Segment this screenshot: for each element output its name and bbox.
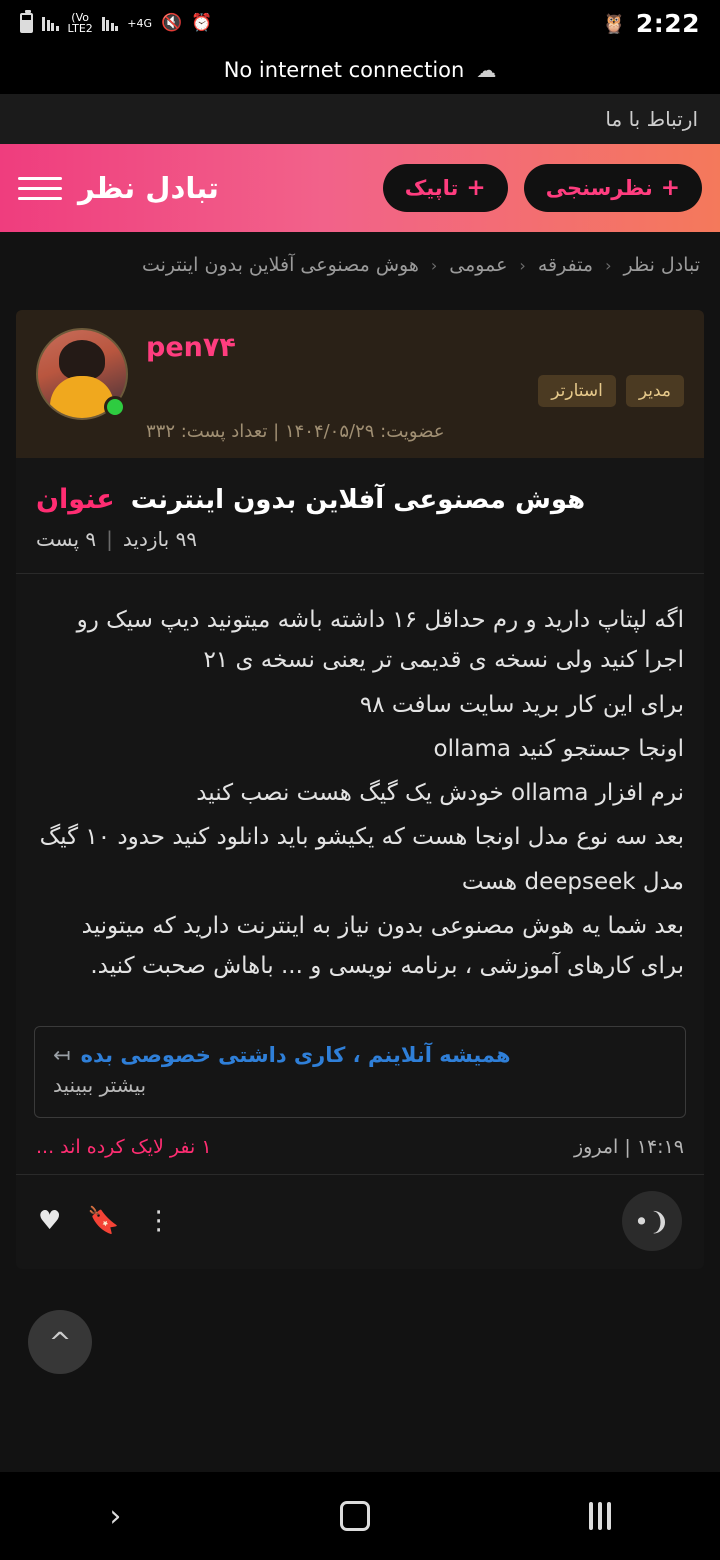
- badge-starter: استارتر: [538, 375, 616, 407]
- title-label: عنوان: [36, 484, 115, 515]
- network-lte2-indicator: [68, 12, 93, 34]
- chevron-left-icon: ‹: [605, 255, 612, 275]
- app-header: [0, 144, 720, 232]
- post-paragraph: بعد سه نوع مدل اونجا هست که یکیشو باید دانلود کنید حدود ۱۰ گیگ: [39, 824, 684, 851]
- breadcrumb-item-2[interactable]: عمومی: [449, 254, 508, 276]
- stats-divider: |: [106, 527, 113, 551]
- signature-text[interactable]: همیشه آنلاینم ، کاری داشتی خصوصی بده: [80, 1043, 511, 1068]
- post-paragraph: مدل deepseek هست: [461, 868, 684, 895]
- reply-arrow-icon: ↤: [53, 1043, 71, 1068]
- breadcrumb: [0, 232, 720, 298]
- signal-bars-1-icon: [102, 15, 119, 31]
- online-status-dot: [104, 396, 126, 418]
- chevron-left-icon: ‹: [430, 255, 438, 275]
- page-title: تبادل نظر: [78, 171, 219, 205]
- contact-us-link[interactable]: ارتباط با ما: [605, 107, 698, 131]
- status-bar: [0, 0, 720, 46]
- breadcrumb-item-3[interactable]: هوش مصنوعی آفلاین بدون اینترنت: [141, 254, 419, 276]
- voice-label: Vo): [71, 11, 89, 24]
- network-4g-label: 4G+: [127, 16, 153, 30]
- add-topic-button[interactable]: [383, 164, 508, 212]
- view-count: ۹۹ بازدید: [122, 527, 198, 551]
- post-action-row: [16, 1174, 704, 1269]
- back-icon[interactable]: ‹: [109, 1498, 122, 1534]
- post-stats: [16, 515, 704, 573]
- status-clock: 2:22: [635, 8, 700, 38]
- home-icon[interactable]: [340, 1501, 370, 1531]
- status-bar-left: [602, 9, 700, 38]
- avatar-hair: [59, 340, 105, 380]
- android-navigation-bar: [0, 1472, 720, 1560]
- scroll-to-top-button[interactable]: [28, 1310, 92, 1374]
- post-card: [16, 310, 704, 1269]
- heart-icon[interactable]: ♥: [38, 1206, 62, 1237]
- post-title: هوش مصنوعی آفلاین بدون اینترنت: [130, 484, 586, 515]
- like-count[interactable]: ۱ نفر لایک کرده اند ...: [36, 1136, 212, 1159]
- breadcrumb-item-1[interactable]: متفرقه: [537, 254, 594, 276]
- bookmark-icon[interactable]: 🔖: [87, 1206, 120, 1237]
- author-username[interactable]: pen۷۴: [146, 332, 236, 363]
- share-icon[interactable]: ❨•: [622, 1191, 682, 1251]
- post-action-icons: [38, 1206, 172, 1237]
- add-topic-label: تاپیک: [404, 176, 459, 200]
- offline-banner: [0, 46, 720, 94]
- post-paragraph: اونجا جستجو کنید ollama: [433, 735, 684, 762]
- mute-icon: 🔇: [161, 12, 183, 33]
- recent-apps-icon[interactable]: [589, 1502, 611, 1530]
- status-bar-right: [20, 12, 212, 34]
- post-author-box: [16, 310, 704, 458]
- network-lte2-label: LTE2: [67, 22, 93, 35]
- contact-bar[interactable]: [0, 94, 720, 144]
- see-more-link[interactable]: بیشتر ببینید: [53, 1073, 147, 1098]
- post-paragraph: نرم افزار ollama خودش یک گیگ هست نصب کنید: [196, 780, 684, 806]
- post-like-row: [16, 1118, 704, 1174]
- more-vertical-icon[interactable]: ⋮: [145, 1206, 172, 1237]
- author-meta: عضویت: ۱۴۰۴/۰۵/۲۹ | تعداد پست: ۳۳۲: [146, 421, 445, 442]
- app-header-title-area: [18, 171, 219, 205]
- offline-message: No internet connection: [223, 58, 465, 82]
- post-paragraph: اگه لپتاپ دارید و رم حداقل ۱۶ داشته باشه میتونید دیپ سیک رو اجرا کنید ولی نسخه ی قدیمی تر یعنی نسخه ی ۲۱: [76, 607, 684, 674]
- author-badges: [146, 375, 684, 407]
- alarm-icon: ⏰: [191, 12, 213, 33]
- chevron-up-icon: ^: [48, 1326, 72, 1358]
- post-signature: [34, 1026, 686, 1118]
- plus-icon: +: [466, 175, 486, 201]
- add-poll-label: نظرسنجی: [545, 176, 653, 200]
- chevron-left-icon: ‹: [519, 255, 526, 275]
- post-title-row: [16, 458, 704, 515]
- post-time: ۱۴:۱۹ | امروز: [573, 1136, 684, 1159]
- post-count: ۹ پست: [36, 527, 97, 551]
- post-paragraph: بعد شما یه هوش مصنوعی بدون نیاز به اینترنت دارید که میتونید برای کارهای آموزشی ، برنامه نویسی و ... باهاش صحبت کنید.: [81, 912, 684, 979]
- app-header-actions: [383, 164, 702, 212]
- breadcrumb-item-0[interactable]: تبادل نظر: [623, 254, 700, 276]
- hamburger-icon[interactable]: [18, 177, 62, 200]
- bird-icon: 🦉: [602, 12, 626, 35]
- badge-moderator: مدیر: [626, 375, 684, 407]
- battery-icon: [20, 13, 33, 33]
- cloud-off-icon: ☁: [476, 58, 497, 82]
- add-poll-button[interactable]: [524, 164, 702, 212]
- avatar[interactable]: [36, 328, 128, 420]
- signal-bars-2-icon: [42, 15, 59, 31]
- post-paragraph: برای این کار برید سایت سافت ۹۸: [359, 691, 684, 718]
- author-info: [146, 328, 684, 442]
- network-4g-indicator: [127, 18, 152, 29]
- signature-line: [53, 1043, 667, 1067]
- plus-icon: +: [660, 175, 680, 201]
- post-body: [16, 573, 704, 1000]
